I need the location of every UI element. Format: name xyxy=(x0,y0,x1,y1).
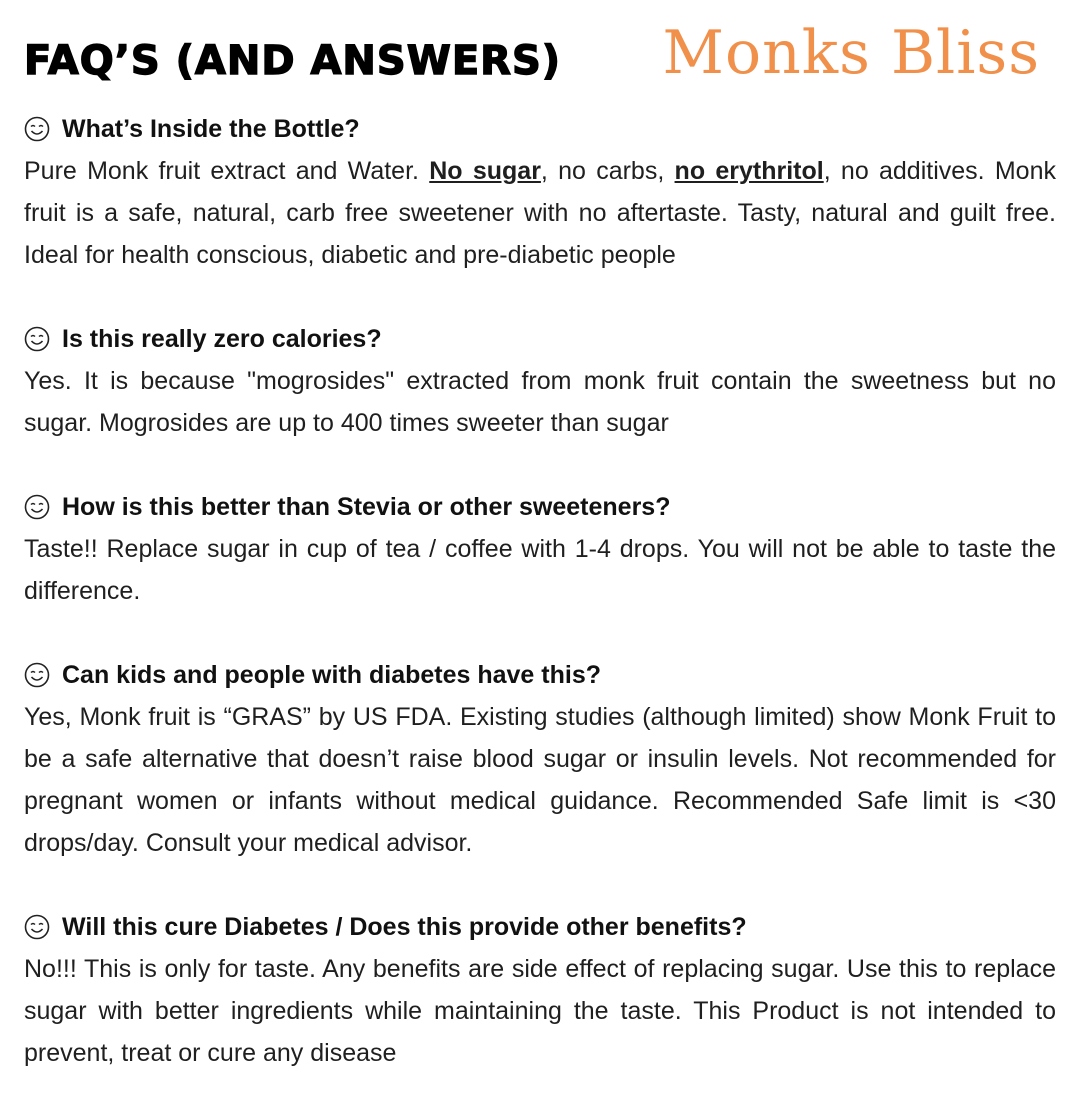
faq-question xyxy=(24,654,1056,696)
answer-text: Pure Monk fruit extract and Water. xyxy=(24,157,430,185)
faq-item xyxy=(24,906,1056,1074)
page-title: FAQ’S (AND ANSWERS) xyxy=(24,38,562,84)
faq-answer: No!!! This is only for taste. Any benefits are side effect of replacing sugar. Use this to replace sugar with better ingredients while maintaining the taste. This Product is not intended to prevent, treat or cure any disease xyxy=(24,955,1056,1067)
smiley-face-icon xyxy=(24,326,50,352)
faq-question xyxy=(24,486,1056,528)
smiley-face-icon xyxy=(24,914,50,940)
faq-question-text: How is this better than Stevia or other sweeteners? xyxy=(62,493,671,521)
faq-answer: Taste!! Replace sugar in cup of tea / coffee with 1-4 drops. You will not be able to taste the difference. xyxy=(24,535,1056,605)
smiley-face-icon xyxy=(24,662,50,688)
faq-answer: Yes, Monk fruit is “GRAS” by US FDA. Existing studies (although limited) show Monk Fruit to be a safe alternative that doesn’t raise blood sugar or insulin levels. Not recommended for pregnant women or infants without medical guidance. Recommended Safe limit is <30 drops/day. Consult your medical advisor. xyxy=(24,703,1056,857)
faq-list xyxy=(24,108,1056,1116)
answer-text: , no carbs, xyxy=(540,157,675,185)
no-erythritol-highlight: no erythritol xyxy=(674,157,824,185)
faq-item xyxy=(24,108,1056,276)
faq-item xyxy=(24,654,1056,864)
faq-question-text: What’s Inside the Bottle? xyxy=(62,115,360,143)
faq-question xyxy=(24,906,1056,948)
faq-item xyxy=(24,318,1056,444)
smiley-face-icon xyxy=(24,116,50,142)
faq-question-text: Will this cure Diabetes / Does this provide other benefits? xyxy=(62,913,747,941)
no-sugar-highlight: No sugar xyxy=(429,157,541,185)
faq-question xyxy=(24,318,1056,360)
faq-question-text: Is this really zero calories? xyxy=(62,325,382,353)
faq-answer xyxy=(24,150,1056,276)
faq-question-text: Can kids and people with diabetes have this? xyxy=(62,661,602,689)
brand-logo: Monks Bliss xyxy=(662,18,1040,88)
answer-text: , no additives. Monk fruit is a safe, natural, carb free sweetener with no aftertaste. Tasty, natural and guilt free. Ideal for health conscious, diabetic and pre-diabetic people xyxy=(24,157,1056,269)
faq-item xyxy=(24,486,1056,612)
faq-question xyxy=(24,108,1056,150)
header xyxy=(24,18,1040,102)
smiley-face-icon xyxy=(24,494,50,520)
faq-answer: Yes. It is because "mogrosides" extracted from monk fruit contain the sweetness but no sugar. Mogrosides are up to 400 times sweeter than sugar xyxy=(24,367,1056,437)
